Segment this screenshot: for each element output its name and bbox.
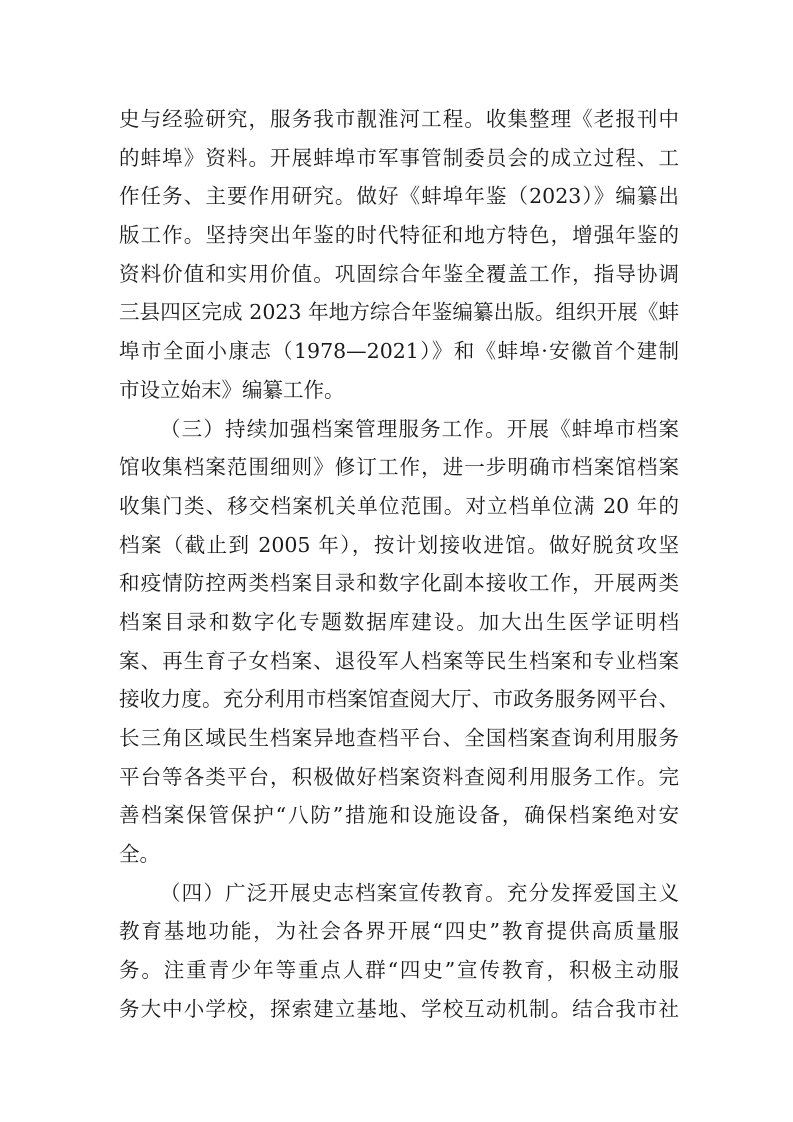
text-line: 作任务、主要作用研究。做好《蚌埠年鉴（2023）》编纂出: [119, 184, 679, 209]
text-line: 三县四区完成 2023 年地方综合年鉴编纂出版。组织开展《蚌: [119, 300, 679, 325]
text-line: 档案（截止到 2005 年），按计划接收进馆。做好脱贫攻坚: [119, 532, 679, 557]
text-line: 的蚌埠》资料。开展蚌埠市军事管制委员会的成立过程、工: [119, 145, 679, 170]
text-line: 长三角区域民生档案异地查档平台、全国档案查询利用服务: [119, 726, 679, 750]
text-line: （四）广泛开展史志档案宣传教育。充分发挥爱国主义: [160, 880, 679, 905]
text-line: 务。注重青少年等重点人群“四史”宣传教育，积极主动服: [119, 958, 679, 983]
text-line: 档案目录和数字化专题数据库建设。加大出生医学证明档: [119, 609, 679, 634]
paragraph-2: [119, 410, 679, 874]
paragraph-3: [119, 874, 679, 1029]
text-line: 平台等各类平台，积极做好档案资料查阅利用服务工作。完: [119, 764, 679, 789]
text-line: 教育基地功能，为社会各界开展“四史”教育提供高质量服: [119, 919, 679, 944]
text-line: 史与经验研究，服务我市靓淮河工程。收集整理《老报刊中: [119, 107, 679, 131]
text-line: 馆收集档案范围细则》修订工作，进一步明确市档案馆档案: [119, 455, 679, 480]
body-text: [119, 100, 679, 1029]
text-line: 接收力度。充分利用市档案馆查阅大厅、市政务服务网平台、: [119, 687, 679, 712]
text-line: （三）持续加强档案管理服务工作。开展《蚌埠市档案: [160, 416, 679, 441]
text-line: 市设立始末》编纂工作。: [119, 377, 345, 402]
text-line: 和疫情防控两类档案目录和数字化副本接收工作，开展两类: [119, 571, 679, 596]
text-line: 埠市全面小康志（1978—2021）》和《蚌埠·安徽首个建制: [119, 339, 679, 364]
paragraph-1: [119, 100, 679, 410]
text-line: 案、再生育子女档案、退役军人档案等民生档案和专业档案: [119, 648, 679, 673]
text-line: 全。: [119, 842, 160, 867]
text-line: 务大中小学校，探索建立基地、学校互动机制。结合我市社: [119, 996, 679, 1021]
text-line: 善档案保管保护“八防”措施和设施设备，确保档案绝对安: [119, 803, 679, 828]
text-line: 收集门类、移交档案机关单位范围。对立档单位满 20 年的: [119, 493, 679, 518]
text-line: 资料价值和实用价值。巩固综合年鉴全覆盖工作，指导协调: [119, 261, 679, 286]
text-line: 版工作。坚持突出年鉴的时代特征和地方特色，增强年鉴的: [119, 223, 679, 248]
